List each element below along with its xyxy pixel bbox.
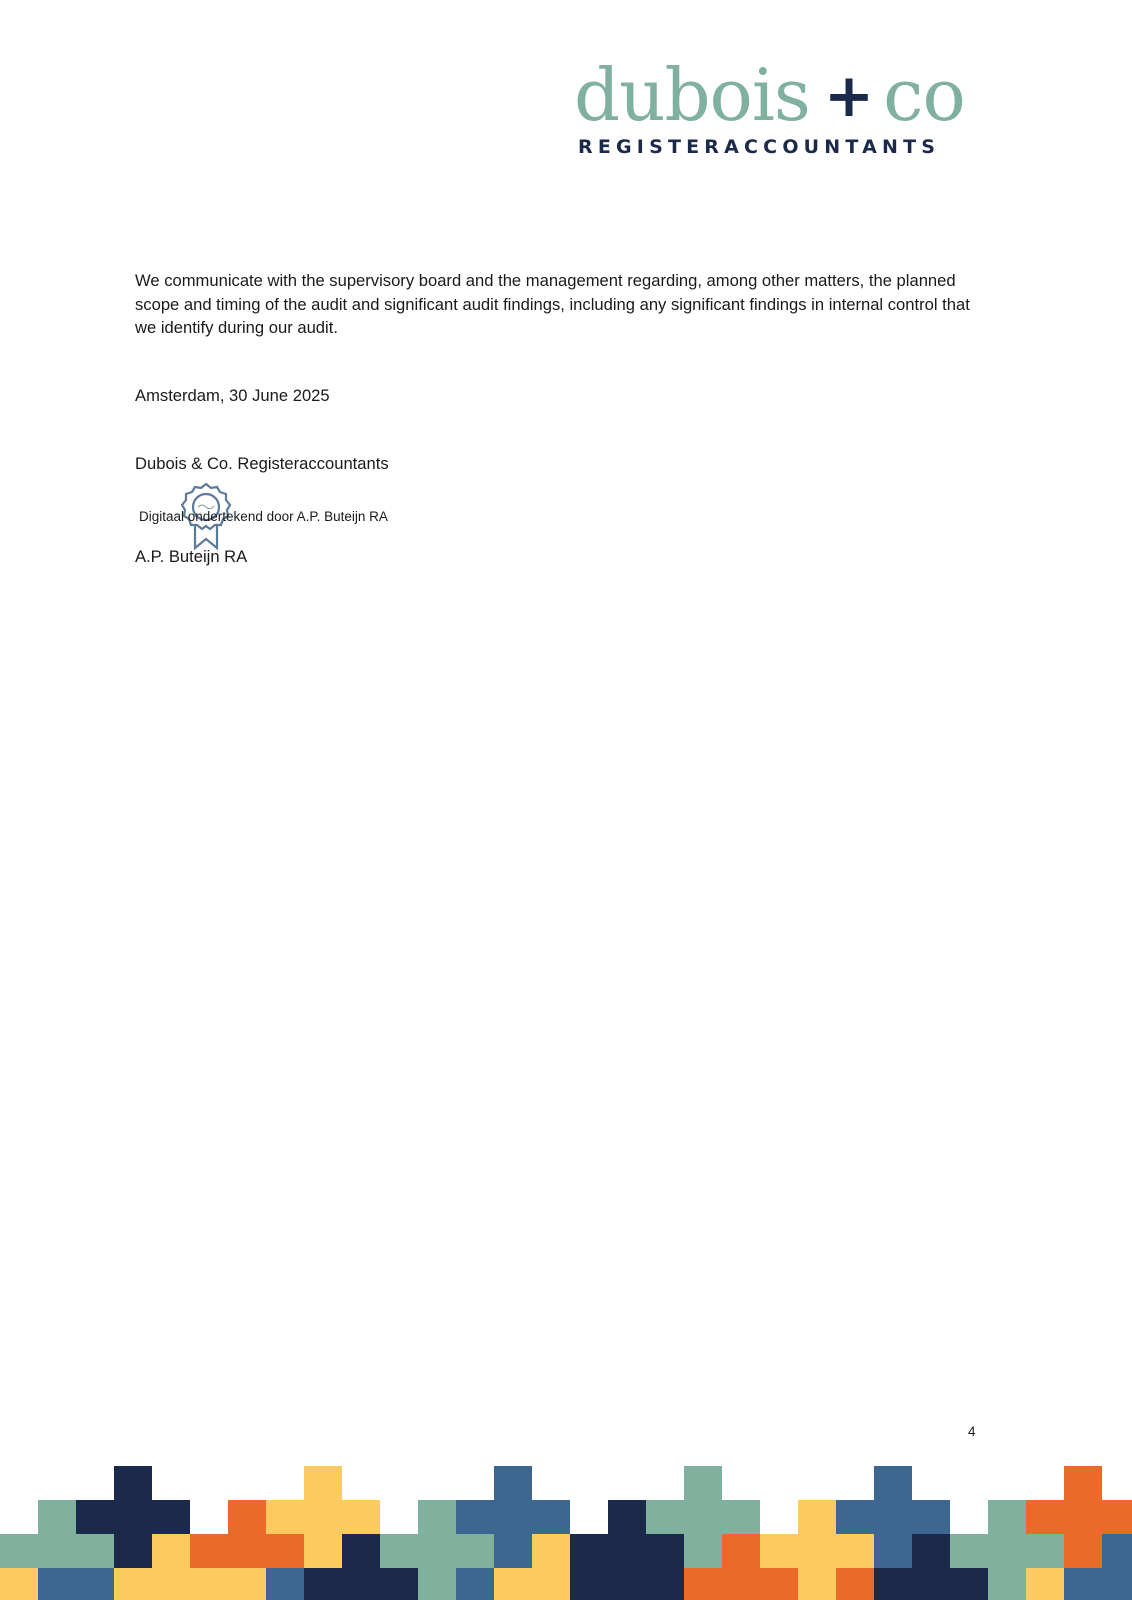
- logo-wordmark: [574, 52, 965, 143]
- footer-cross-pattern: [0, 1466, 1132, 1600]
- firm-name: Dubois & Co. Registeraccountants: [135, 454, 389, 473]
- logo-word-left: dubois: [574, 53, 810, 137]
- logo-plus: +: [823, 61, 874, 131]
- body-paragraph: We communicate with the supervisory board and the management regarding, among other matters, the planned scope and timing of the audit and significant audit findings, including any significant findings in internal control that we identify during our audit.: [135, 271, 970, 337]
- place-date: Amsterdam, 30 June 2025: [135, 386, 330, 405]
- logo-word-right: co: [883, 53, 965, 137]
- page-number: 4: [968, 1424, 976, 1439]
- digital-signature-text: Digitaal ondertekend door A.P. Buteijn RA: [139, 509, 388, 524]
- logo-subtitle: REGISTERACCOUNTANTS: [578, 136, 941, 158]
- signer-name: A.P. Buteijn RA: [135, 547, 248, 566]
- company-logo: [574, 52, 965, 164]
